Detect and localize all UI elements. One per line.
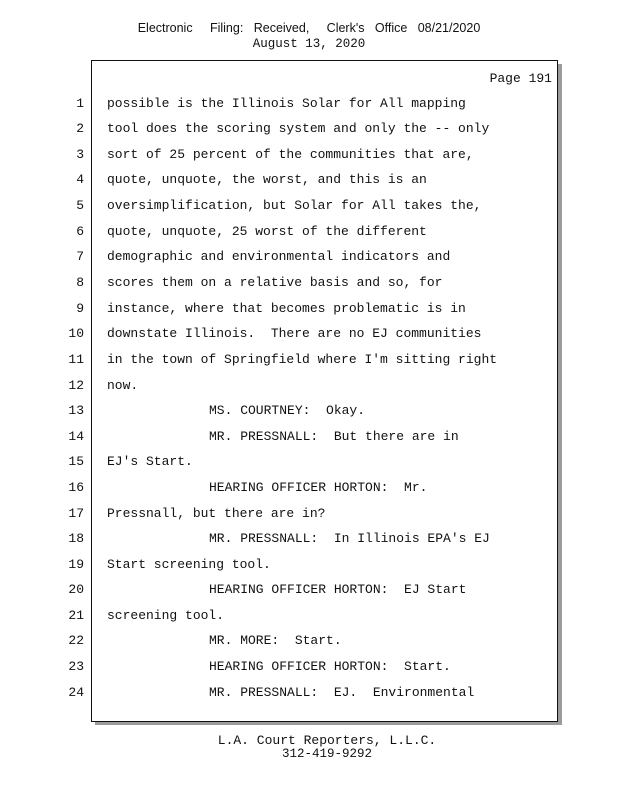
transcript-line: in the town of Springfield where I'm sitting right — [107, 352, 498, 367]
transcript-line: sort of 25 percent of the communities that are, — [107, 147, 474, 162]
page-number: Page 191 — [489, 71, 552, 86]
transcript-line: screening tool. — [107, 608, 225, 623]
footer-phone: 312-419-9292 — [281, 747, 372, 761]
transcript-line: MR. PRESSNALL: EJ. Environmental — [209, 685, 475, 700]
transcript-line: downstate Illinois. There are no EJ communities — [107, 326, 482, 341]
line-number: 22 — [68, 633, 84, 648]
transcript-line: scores them on a relative basis and so, for — [107, 275, 443, 290]
transcript-line: quote, unquote, the worst, and this is an — [107, 172, 427, 187]
line-number: 17 — [68, 506, 84, 521]
line-number: 8 — [76, 275, 84, 290]
line-number: 4 — [76, 172, 84, 187]
transcript-line: possible is the Illinois Solar for All mapping — [107, 96, 466, 111]
transcript-line: now. — [107, 378, 139, 393]
transcript-line: EJ's Start. — [107, 454, 193, 469]
transcript-line: HEARING OFFICER HORTON: Start. — [209, 659, 451, 674]
line-number: 15 — [68, 454, 84, 469]
transcript-line: MS. COURTNEY: Okay. — [209, 403, 366, 418]
transcript-line: instance, where that becomes problematic is in — [107, 301, 466, 316]
line-number: 6 — [76, 224, 84, 239]
transcript-line: quote, unquote, 25 worst of the different — [107, 224, 427, 239]
transcript-line: oversimplification, but Solar for All takes the, — [107, 198, 482, 213]
transcript-line: HEARING OFFICER HORTON: Mr. — [209, 480, 428, 495]
filing-stamp: Electronic Filing: Received, Clerk's Office 08/21/2020 — [137, 21, 481, 35]
line-number: 16 — [68, 480, 84, 495]
line-number: 21 — [68, 608, 84, 623]
line-number: 12 — [68, 378, 84, 393]
transcript-line: MR. MORE: Start. — [209, 633, 342, 648]
line-number: 1 — [76, 96, 84, 111]
transcript-line: MR. PRESSNALL: But there are in — [209, 429, 459, 444]
line-number: 2 — [76, 121, 84, 136]
line-number: 5 — [76, 198, 84, 213]
header-date: August 13, 2020 — [252, 37, 366, 51]
line-number: 13 — [68, 403, 84, 418]
transcript-line: Pressnall, but there are in? — [107, 506, 326, 521]
line-number: 14 — [68, 429, 84, 444]
footer-company: L.A. Court Reporters, L.L.C. — [217, 733, 437, 748]
transcript-line: HEARING OFFICER HORTON: EJ Start — [209, 582, 467, 597]
line-number: 24 — [68, 685, 84, 700]
transcript-line: MR. PRESSNALL: In Illinois EPA's EJ — [209, 531, 490, 546]
line-number: 19 — [68, 557, 84, 572]
line-number: 23 — [68, 659, 84, 674]
line-number: 3 — [76, 147, 84, 162]
line-number: 9 — [76, 301, 84, 316]
transcript-line: demographic and environmental indicators and — [107, 249, 451, 264]
line-number: 7 — [76, 249, 84, 264]
line-number: 18 — [68, 531, 84, 546]
line-number: 20 — [68, 582, 84, 597]
line-number: 10 — [68, 326, 84, 341]
transcript-line: Start screening tool. — [107, 557, 271, 572]
line-number: 11 — [68, 352, 84, 367]
transcript-line: tool does the scoring system and only the -- only — [107, 121, 490, 136]
